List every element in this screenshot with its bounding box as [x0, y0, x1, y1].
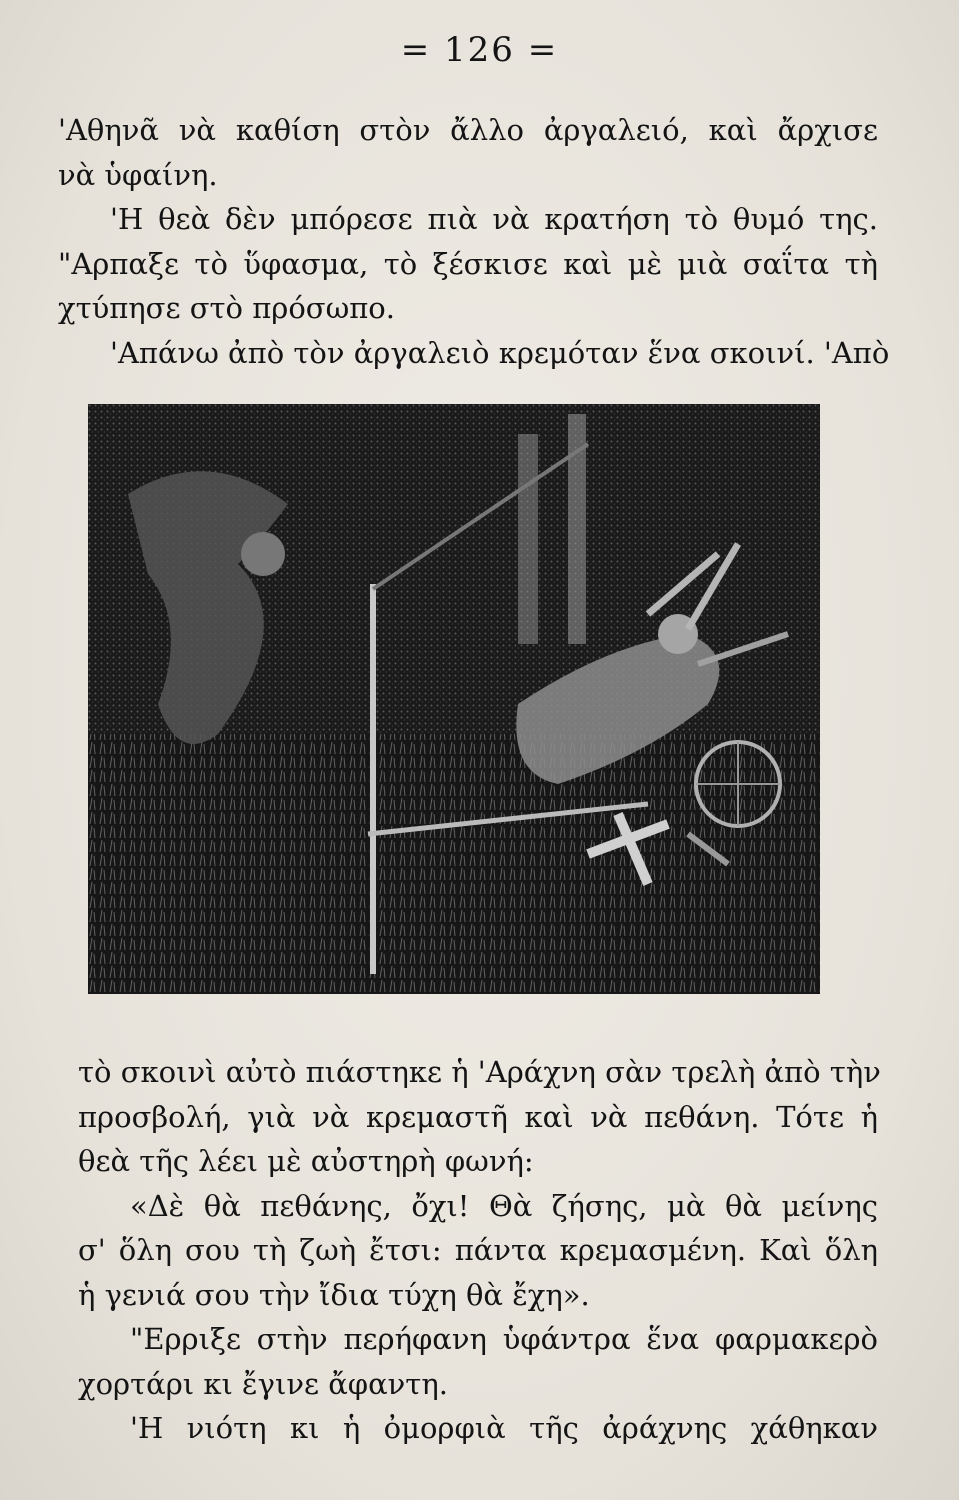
- text-line: 'Απάνω ἀπὸ τὸν ἀργαλειὸ κρεμόταν ἕνα σκοινί. 'Απὸ: [110, 335, 890, 370]
- text-line: χορτάρι κι ἔγινε ἄφαντη.: [78, 1366, 448, 1401]
- top-paragraphs: [58, 108, 890, 375]
- text-line: «Δὲ θὰ πεθάνης, ὄχι! Θὰ ζήσης, μὰ θὰ μείνης: [130, 1188, 878, 1223]
- text-line: τὸ σκοινὶ αὐτὸ πιάστηκε ἡ 'Αράχνη σὰν τρελὴ ἀπὸ τὴν: [78, 1055, 881, 1089]
- illustration-image: [88, 404, 820, 994]
- text-line: προσβολή, γιὰ νὰ κρεμαστῆ καὶ νὰ πεθάνη. Τότε ἡ: [78, 1099, 878, 1134]
- text-line: "Αρπαξε τὸ ὕφασμα, τὸ ξέσκισε καὶ μὲ μιὰ σαΐτα τὴ: [58, 246, 878, 281]
- text-line: ἡ γενιά σου τὴν ἴδια τύχη θὰ ἔχη».: [78, 1277, 590, 1312]
- text-line: νὰ ὑφαίνη.: [58, 157, 218, 192]
- text-line: σ' ὅλη σου τὴ ζωὴ ἔτσι: πάντα κρεμασμένη. Καὶ ὅλη: [78, 1233, 878, 1267]
- text-line: 'Η θεὰ δὲν μπόρεσε πιὰ νὰ κρατήση τὸ θυμό της.: [110, 202, 878, 236]
- text-line: θεὰ τῆς λέει μὲ αὐστηρὴ φωνή:: [78, 1144, 534, 1178]
- text-line: 'Η νιότη κι ἡ ὀμορφιὰ τῆς ἀράχνης χάθηκαν: [130, 1411, 878, 1445]
- text-line: "Ερριξε στὴν περήφανη ὑφάντρα ἕνα φαρμακερὸ: [130, 1322, 878, 1356]
- illustration-loom-scene: [88, 404, 820, 994]
- page-number: = 126 =: [400, 30, 559, 70]
- text-line: 'Αθηνᾶ νὰ καθίση στὸν ἄλλο ἀργαλειό, καὶ ἄρχισε: [58, 113, 878, 147]
- bottom-paragraphs: [78, 1050, 881, 1451]
- text-line: χτύπησε στὸ πρόσωπο.: [58, 291, 395, 325]
